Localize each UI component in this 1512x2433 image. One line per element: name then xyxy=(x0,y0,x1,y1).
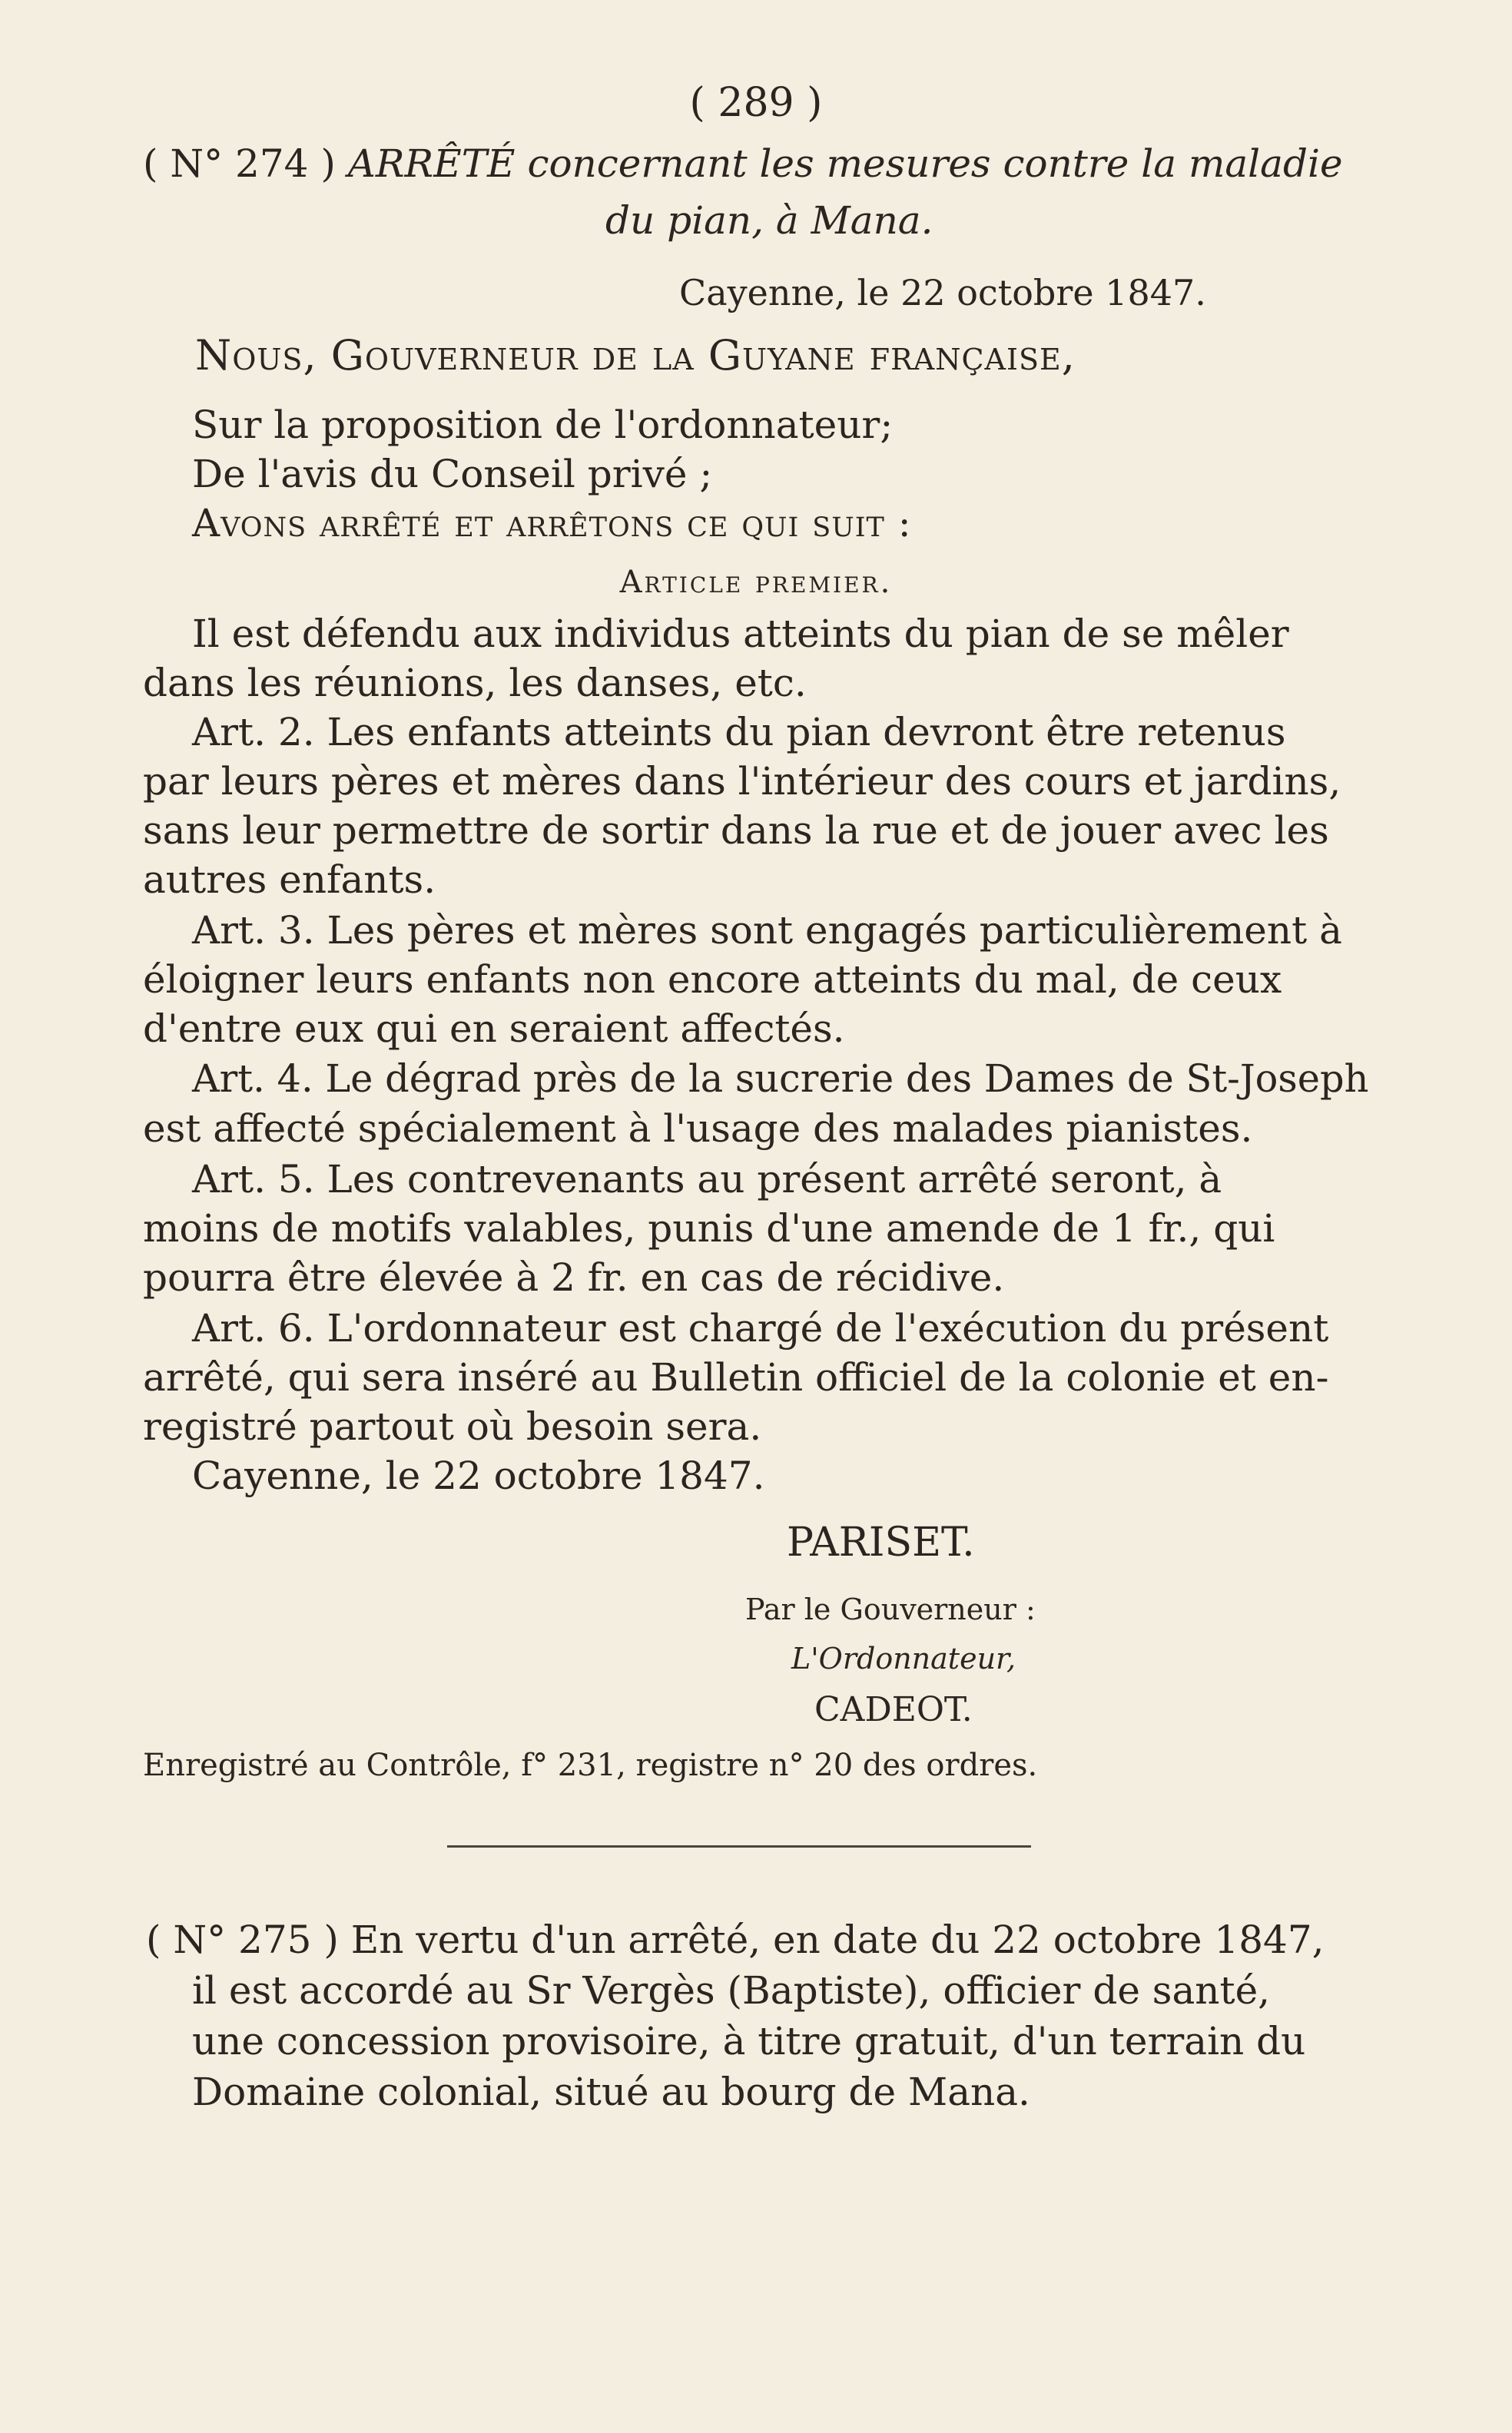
article-6-line-2: arrêté, qui sera inséré au Bulletin officiel de la colonie et en- xyxy=(143,1355,1329,1400)
act-274-title: ARRÊTÉ concernant les mesures contre la maladie xyxy=(347,141,1343,186)
act-274-date: Cayenne, le 22 octobre 1847. xyxy=(679,272,1206,313)
article-5-line-2: moins de motifs valables, punis d'une amende de 1 fr., qui xyxy=(143,1206,1275,1251)
countersign-name: CADEOT. xyxy=(814,1690,973,1729)
article-2-line-1: Art. 2. Les enfants atteints du pian devront être retenus xyxy=(192,710,1286,754)
registration-note: Enregistré au Contrôle, f° 231, registre n° 20 des ordres. xyxy=(143,1748,1038,1783)
article-2-line-2: par leurs pères et mères dans l'intérieur des cours et jardins, xyxy=(143,759,1341,804)
preamble-avons-arrete: Avons arrêté et arrêtons ce qui suit : xyxy=(192,501,912,545)
act-275-line-1: ( N° 275 ) En vertu d'un arrêté, en date du 22 octobre 1847, xyxy=(146,1918,1325,1962)
article-heading: Article premier. xyxy=(619,565,893,600)
preamble-gouverneur: Nous, Gouverneur de la Guyane française, xyxy=(195,331,1076,380)
preamble-proposition: Sur la proposition de l'ordonnateur; xyxy=(192,403,894,447)
closing-date: Cayenne, le 22 octobre 1847. xyxy=(192,1454,765,1498)
article-6-line-3: registré partout où besoin sera. xyxy=(143,1404,762,1449)
article-1-line-2: dans les réunions, les danses, etc. xyxy=(143,661,807,705)
article-2-line-4: autres enfants. xyxy=(143,857,436,902)
article-1-line-1: Il est défendu aux individus atteints du pian de se mêler xyxy=(192,612,1289,656)
article-3-line-2: éloigner leurs enfants non encore atteints du mal, de ceux xyxy=(143,957,1282,1002)
act-274-title-line-1 xyxy=(143,141,1343,186)
article-4-line-2: est affecté spécialement à l'usage des malades pianistes. xyxy=(143,1106,1253,1151)
article-6-line-1: Art. 6. L'ordonnateur est chargé de l'exécution du présent xyxy=(192,1306,1329,1351)
article-4-line-1: Art. 4. Le dégrad près de la sucrerie des Dames de St-Joseph xyxy=(192,1056,1369,1101)
page-number: ( 289 ) xyxy=(689,80,823,126)
article-2-line-3: sans leur permettre de sortir dans la rue et de jouer avec les xyxy=(143,808,1329,853)
act-275-line-3: une concession provisoire, à titre gratuit, d'un terrain du xyxy=(192,2019,1306,2063)
act-274-number: ( N° 274 ) xyxy=(143,141,336,186)
article-5-line-1: Art. 5. Les contrevenants au présent arrêté seront, à xyxy=(192,1157,1222,1202)
act-275-line-2: il est accordé au Sr Vergès (Baptiste), officier de santé, xyxy=(192,1968,1271,2013)
preamble-avis: De l'avis du Conseil privé ; xyxy=(192,452,713,496)
act-274-title-line-2: du pian, à Mana. xyxy=(605,198,933,243)
article-3-line-1: Art. 3. Les pères et mères sont engagés particulièrement à xyxy=(192,908,1342,953)
article-5-line-3: pourra être élevée à 2 fr. en cas de récidive. xyxy=(143,1255,1005,1300)
section-divider xyxy=(447,1845,1031,1848)
signature-pariset: PARISET. xyxy=(787,1520,975,1566)
act-275-line-4: Domaine colonial, situé au bourg de Mana. xyxy=(192,2070,1030,2114)
countersign-intro: Par le Gouverneur : xyxy=(745,1593,1036,1626)
article-3-line-3: d'entre eux qui en seraient affectés. xyxy=(143,1006,845,1051)
countersign-role: L'Ordonnateur, xyxy=(791,1642,1016,1676)
